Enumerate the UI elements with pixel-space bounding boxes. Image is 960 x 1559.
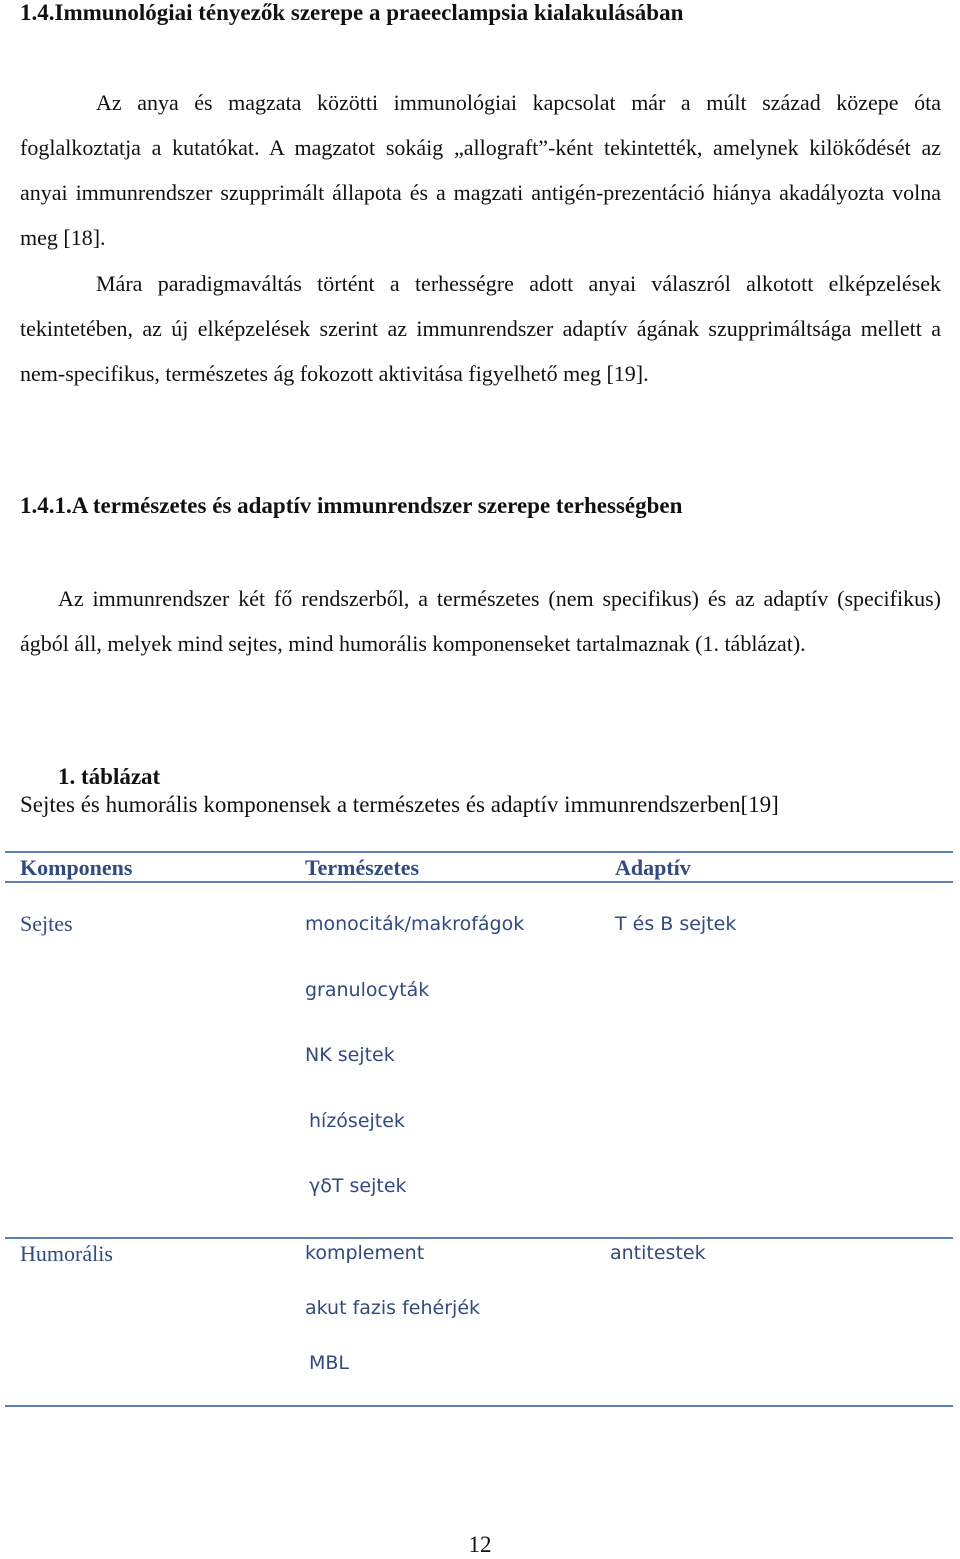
header-termeszetes: Természetes [305, 855, 420, 880]
cell-adaptive: T és B sejtek [615, 913, 737, 935]
cell-natural: γδT sejtek [309, 1175, 407, 1197]
row-label-humoralis: Humorális [20, 1241, 113, 1266]
table-row-rule [5, 1237, 953, 1239]
paragraph-2: Mára paradigmaváltás történt a terhességre adott anyai válaszról alkotott elképzelések tekintetében, az új elképzelések szerint az immunrendszer adaptív ágának szupprimáltsága mellett a nem-specifikus, természetes ág fokozott aktivitása figyelhető meg [19]. [20, 271, 941, 386]
paragraph-3: Az immunrendszer két fő rendszerből, a természetes (nem specifikus) és az adaptív (specifikus) ágból áll, melyek mind sejtes, mind humorális komponenseket tartalmaznak (1. táblázat). [20, 586, 941, 656]
cell-natural: NK sejtek [305, 1044, 395, 1066]
cell-natural: komplement [305, 1242, 425, 1264]
row-label-sejtes: Sejtes [20, 911, 73, 936]
cell-natural: monociták/makrofágok [305, 913, 525, 935]
subsection-heading: 1.4.1.A természetes és adaptív immunrendszer szerepe terhességben [20, 493, 683, 518]
table-bottom-rule [5, 1405, 953, 1407]
table-top-rule [5, 851, 953, 853]
table-caption-title: Sejtes és humorális komponensek a természetes és adaptív immunrendszerben[19] [20, 792, 779, 817]
cell-adaptive: antitestek [610, 1242, 706, 1264]
table-header-rule [5, 881, 953, 883]
table-caption-number: 1. táblázat [58, 764, 161, 789]
cell-natural: akut fazis fehérjék [305, 1297, 481, 1319]
header-komponens: Komponens [20, 855, 133, 880]
section-heading: 1.4.Immunológiai tényezők szerepe a praeeclampsia kialakulásában [20, 0, 684, 25]
paragraph-1: Az anya és magzata közötti immunológiai kapcsolat már a múlt század közepe óta foglalkoztatja a kutatókat. A magzatot sokáig „allograft”-ként tekintették, amelynek kilökődését az anyai immunrendszer szupprimált állapota és a magzati antigén-prezentáció hiánya akadályozta volna meg [18]. [20, 90, 941, 250]
cell-natural: granulocyták [305, 979, 430, 1001]
page-number: 12 [468, 1532, 492, 1557]
cell-natural: MBL [309, 1352, 350, 1374]
header-adaptiv: Adaptív [615, 855, 691, 880]
cell-natural: hízósejtek [309, 1110, 405, 1132]
